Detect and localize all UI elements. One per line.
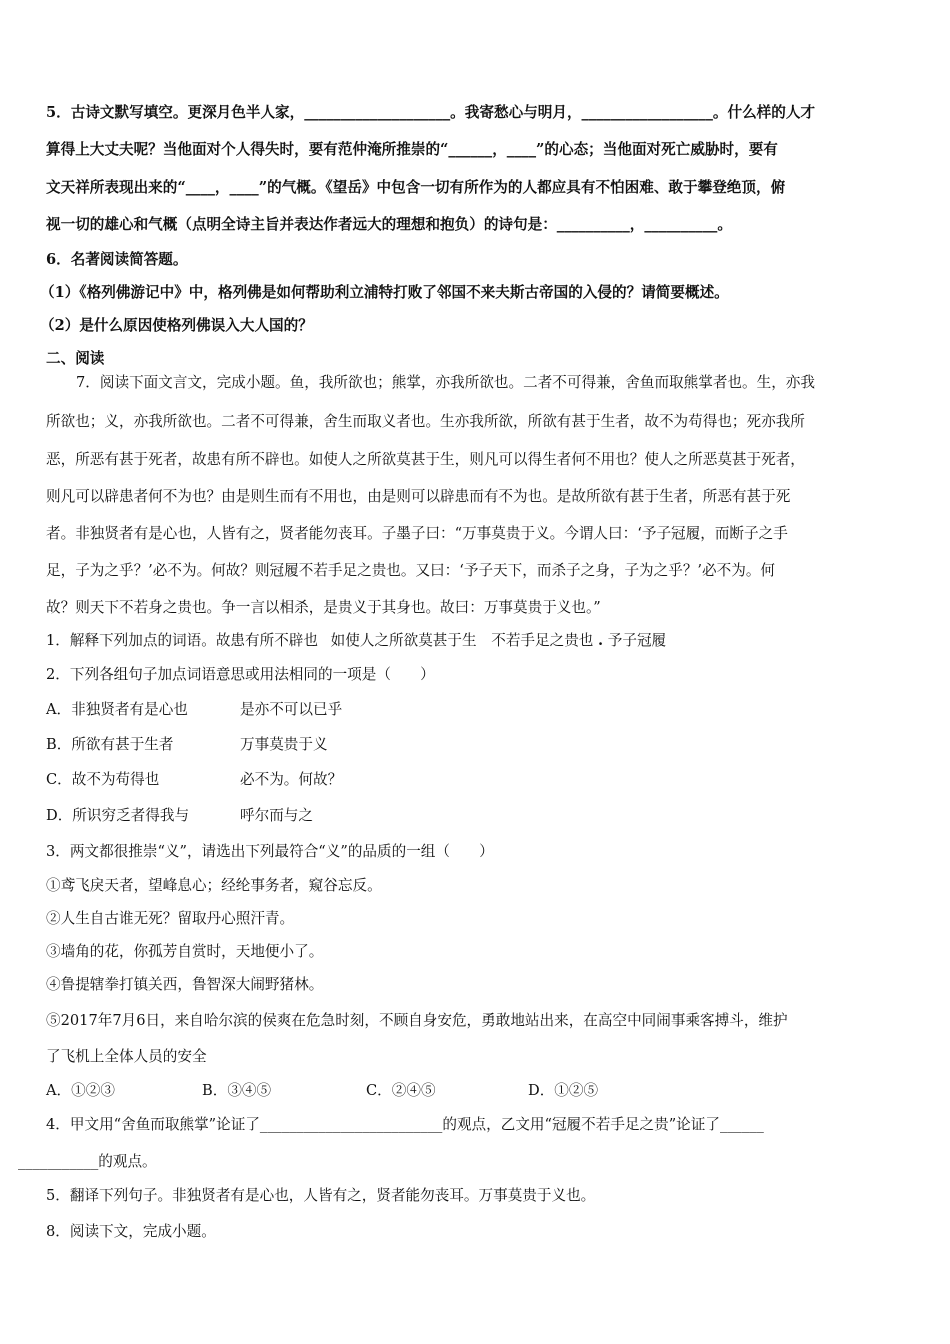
q7-sq4-line-1: 4．甲文用“舍鱼而取熊掌”论证了_________________________的观点，乙文用“冠履不若手足之贵”论证了______ (46, 1116, 764, 1133)
q7-sq2-option-d-left: D．所识穷乏者得我与 (46, 807, 190, 824)
q7-sq2-option-a[interactable] (46, 700, 342, 720)
q7-sq3-prompt: 3．两文都很推崇“义”，请选出下列最符合“义”的品质的一组（ ） (46, 843, 494, 860)
q7-sq1-row (46, 631, 666, 651)
q7-sq1-item-1: 如使人之所欲莫甚于生 (330, 632, 477, 649)
q7-sq1-item-3: 予子冠履 (607, 632, 667, 649)
q7-sq3-choice-a[interactable]: A．①②③ (46, 1082, 115, 1099)
q7-sq4-line-2: ___________的观点。 (18, 1153, 157, 1170)
q7-passage-line-2: 所欲也；义，亦我所欲也。二者不可得兼，舍生而取义者也。生亦我所欲，所欲有甚于生者，故不为苟得也；死亦我所 (46, 413, 805, 430)
q6-sub-question-1: （1）《格列佛游记中》中，格列佛是如何帮助利立浦特打败了邻国不来夫斯古帝国的入侵的？请简要概述。 (40, 284, 729, 301)
q7-sq2-option-b[interactable] (46, 735, 328, 755)
q7-sq3-item-4: ④鲁提辖拳打镇关西，鲁智深大闹野猪林。 (46, 976, 324, 993)
q7-sq1-item-2: 不若手足之贵也 (491, 632, 594, 649)
q7-sq3-choice-b[interactable]: B．③④⑤ (202, 1082, 272, 1099)
q7-passage-line-5: 者。非独贤者有是心也，人皆有之，贤者能勿丧耳。子墨子曰：“万事莫贵于义。今谓人曰：‘予子冠履，而断子之手 (46, 525, 788, 542)
q7-sq3-item-1: ①鸢飞戾天者，望峰息心；经纶事务者，窥谷忘反。 (46, 877, 382, 894)
q7-sq2-option-c-right: 必不为。何故？ (240, 771, 343, 788)
q7-sq3-item-5-line-2: 了飞机上全体人员的安全 (46, 1048, 207, 1065)
q7-passage-line-3: 恶，所恶有甚于死者，故患有所不辟也。如使人之所欲莫甚于生，则凡可以得生者何不用也？使人之所恶莫甚于死者， (46, 451, 805, 468)
q7-sq2-option-c-left: C．故不为苟得也 (46, 771, 160, 788)
q7-sq3-item-3: ③墙角的花，你孤芳自赏时，天地便小了。 (46, 943, 324, 960)
q7-sq2-option-a-right: 是亦不可以已乎 (240, 701, 343, 718)
q7-sq2-option-a-left: A．非独贤者有是心也 (46, 701, 188, 718)
q7-sq3-item-5-line-1: ⑤2017年7月6日，来自哈尔滨的侯爽在危急时刻，不顾自身安危，勇敢地站出来，在高空中同闹事乘客搏斗，维护 (46, 1012, 788, 1029)
q7-passage-line-4: 则凡可以辟患者何不为也？由是则生而有不用也，由是则可以辟患而有不为也。是故所欲有甚于生者，所恶有甚于死 (46, 488, 791, 505)
q7-passage-line-1: 7．阅读下面文言文，完成小题。鱼，我所欲也；熊掌，亦我所欲也。二者不可得兼，舍鱼而取熊掌者也。生，亦我 (76, 374, 815, 391)
q5-line-3: 文天祥所表现出来的“____，____”的气概。《望岳》中包含一切有所作为的人都应具有不怕困难、敢于攀登绝顶，俯 (46, 179, 786, 196)
q5-line-4: 视一切的雄心和气概（点明全诗主旨并表达作者远大的理想和抱负）的诗句是：__________，__________。 (46, 216, 732, 233)
q6-title: 6．名著阅读简答题。 (46, 251, 188, 268)
q7-sq2-option-c[interactable] (46, 770, 342, 790)
q7-sq2-option-b-right: 万事莫贵于义 (240, 736, 328, 753)
q7-sq2-option-d-right: 呼尔而与之 (240, 807, 313, 824)
q7-sq3-choice-d[interactable]: D．①②⑤ (528, 1082, 599, 1099)
q7-sq2-option-d[interactable] (46, 806, 313, 826)
q7-passage-line-7: 故？则天下不若身之贵也。争一言以相杀，是贵义于其身也。故曰：万事莫贵于义也。” (46, 599, 601, 616)
q5-line-2: 算得上大丈夫呢？当他面对个人得失时，要有范仲淹所推崇的“______，____”的心态；当他面对死亡威胁时，要有 (46, 141, 778, 158)
q7-sq5-text: 5．翻译下列句子。非独贤者有是心也，人皆有之，贤者能勿丧耳。万事莫贵于义也。 (46, 1187, 596, 1204)
q7-sq3-item-2: ②人生自古谁无死？留取丹心照汗青。 (46, 910, 295, 927)
q7-sq3-choices (46, 1081, 598, 1101)
q7-sq1-prompt: 1．解释下列加点的词语。故患有所不辟也 (46, 632, 318, 649)
q5-line-1: 5．古诗文默写填空。更深月色半人家，____________________。我寄愁心与明月，__________________。什么样的人才 (46, 104, 816, 121)
q7-sq2-option-b-left: B．所欲有甚于生者 (46, 736, 174, 753)
q8-text: 8．阅读下文，完成小题。 (46, 1223, 216, 1240)
q7-sq3-choice-c[interactable]: C．②④⑤ (366, 1082, 436, 1099)
q7-passage-line-6: 足，子为之乎？’必不为。何故？则冠履不若手足之贵也。又曰：‘予子天下，而杀子之身，子为之乎？’必不为。何 (46, 562, 776, 579)
q7-sq1-emphasis-dot: . (598, 632, 604, 649)
q6-sub-question-2: （2）是什么原因使格列佛误入大人国的？ (40, 317, 313, 334)
section-heading-reading: 二、阅读 (46, 350, 105, 367)
q7-sq2-prompt: 2．下列各组句子加点词语意思或用法相同的一项是（ ） (46, 666, 435, 683)
